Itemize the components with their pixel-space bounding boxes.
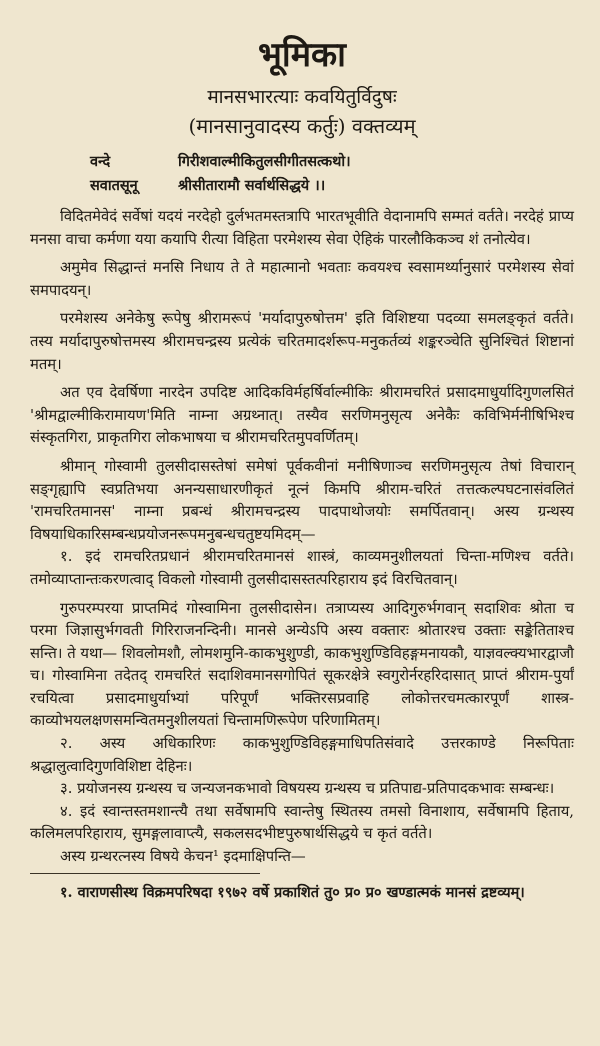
footnote: १. वाराणसीस्थ विक्रमपरिषदा १९७२ वर्षे प्रकाशितं तु० प्र० प्र० खण्डात्मकं मानसं द्रष्टव्यम्। [60,883,525,901]
footnote-divider [30,873,260,874]
invocation-verse [30,150,574,198]
body-text [30,206,574,869]
subtitle-author-note: (मानसानुवादस्य कर्तुः) वक्तव्यम् [188,114,416,138]
paragraph: ४. इदं स्वान्तस्तमशान्त्यै तथा सर्वेषामपि स्वान्तेषु स्थितस्य तमसो विनाशाय, सर्वेषामपि हिताय, कलिमलपरिहाराय, सुमङ्गलावाप्त्यै, सकलसदभीष्टपुरुषार्थसिद्धये च कृतं वर्तते। [30,802,574,843]
subtitle: मानसभारत्याः कवयितुर्विदुषः [207,86,397,108]
page-title: भूमिका [258,35,346,75]
paragraph: विदितमेवेदं सर्वेषां यदयं नरदेहो दुर्लभतमस्तत्रापि भारतभूवीति वेदानामपि सम्मतं वर्तते। नरदेहं प्राप्य मनसा वाचा कर्मणा यया कयापि रीत्या विहिता परमेशस्य सेवा ऐहिकं पारलौकिकञ्च शं तनोत्येव। [30,208,574,248]
verse-line2-left: सवातसूनू [90,177,138,194]
verse-line2-right: श्रीसीतारामौ सर्वार्थसिद्धये ।। [178,177,326,194]
paragraph: अमुमेव सिद्धान्तं मनसि निधाय ते ते महात्मानो भवताः कवयश्च स्वसामर्थ्यानुसारं परमेशस्य सेवां समपादयन्। [30,259,574,299]
paragraph: १. इदं रामचरितप्रधानं श्रीरामचरितमानसं शास्त्रं, काव्यमनुशीलयतां चिन्ता-मणिश्च वर्तते। तमोव्याप्तान्तःकरणत्वाद् विकलो गोस्वामी तुलसीदासस्तत्परिहाराय इदं विरचितवान्। [30,548,574,588]
paragraph: अस्य ग्रन्थरत्नस्य विषये केचन¹ इदमाक्षिपन्ति— [60,848,306,866]
paragraph: २. अस्य अधिकारिणः काकभुशुण्डिविहङ्गमाधिपतिसंवादे उत्तरकाण्डे निरूपिताः श्रद्धालुत्वादिगुणविशिष्टा देहिनः। [30,735,574,775]
paragraph: परमेशस्य अनेकेषु रूपेषु श्रीरामरूपं 'मर्यादापुरुषोत्तम' इति विशिष्टया पदव्या समलङ्कृतं वर्तते। तस्य मर्यादापुरुषोत्तमस्य श्रीरामचन्द्रस्य प्रत्येकं चरितमादर्शरूप-मनुकर्तव्यं शङ्करञ्चेति सुनिश्चितं शिष्टानां मतम्। [30,310,574,373]
verse-line1-right: गिरीशवाल्मीकितुलसीगीतसत्कथो। [178,153,351,170]
verse-line1-left: वन्दे [90,153,111,170]
paragraph: अत एव देवर्षिणा नारदेन उपदिष्ट आदिकविर्महर्षिर्वाल्मीकिः श्रीरामचरितं प्रसादमाधुर्यादिगुणलसितं 'श्रीमद्वाल्मीकिरामायण'मिति नाम्ना अग्रथ्नात्। तस्यैव सरणिमनुसृत्य अनेकैः कविभिर्मनीषिभिश्च संस्कृतगिरा, प्राकृतगिरा लोकभाषया च श्रीरामचरितमुपवर्णितम्। [30,384,574,447]
paragraph: गुरुपरम्परया प्राप्तमिदं गोस्वामिना तुलसीदासेन। तत्राप्यस्य आदिगुरुर्भगवान् सदाशिवः श्रोता च परमा जिज्ञासुर्भगवती गिरिराजनन्दिनी। मानसे अन्येऽपि अस्य वक्तारः श्रोतारश्च उक्ताः सङ्केतिताश्च सन्ति। ते यथा— शिवलोमशौ, लोमशमुनि-काकभुशुण्डी, काकभुशुण्डिविहङ्गमनायकौ, याज्ञवल्क्यभारद्वाजौ च। गोस्वामिना तदेतद् रामचरितं सदाशिवमानसगोपितं सूकरक्षेत्रे स्वगुरोर्नरहरिदासात् प्राप्तं श्रीराम-पुर्यां रचयित्वा प्रसादमाधुर्याभ्यां परिपूर्णं भक्तिरसप्रवाहि लोकोत्तरचमत्कारपूर्णं शास्त्र-काव्योभयलक्षणसमन्वितमनुशीलयतां चिन्तामणिरूपेण परिणामितम्। [30,599,574,730]
paragraph: श्रीमान् गोस्वामी तुलसीदासस्तेषां समेषां पूर्वकवीनां मनीषिणाञ्च सरणिमनुसृत्य तेषां विचारान् सङ्गृह्यापि स्वप्रतिभया अनन्यसाधारणीकृतं नूत्नं किमपि श्रीराम-चरितं तत्तत्कल्पघटनासंवलितं 'रामचरितमानस' नाम्ना प्रबन्धं श्रीरामचन्द्रस्य पादपाथोजयोः समर्पितवान्। अस्य ग्रन्थस्य विषयाधिकारिसम्बन्धप्रयोजनरूपमनुबन्धचतुष्टयमिदम्— [30,457,574,543]
paragraph: ३. प्रयोजनस्य ग्रन्थस्य च जन्यजनकभावो विषयस्य ग्रन्थस्य च प्रतिपाद्य-प्रतिपादकभावः सम्बन्धः। [60,780,555,798]
